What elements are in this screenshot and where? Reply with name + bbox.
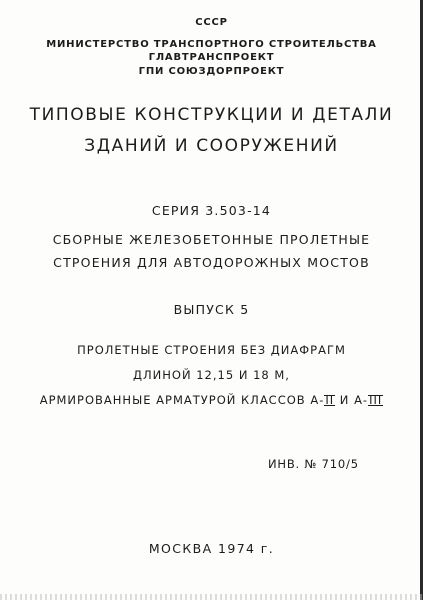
footer-city-year: МОСКВА 1974 г. (148, 541, 275, 556)
title-line-2: ЗДАНИЙ И СООРУЖЕНИЙ (84, 136, 339, 156)
series-title-line-2: СТРОЕНИЯ ДЛЯ АВТОДОРОЖНЫХ МОСТОВ (53, 255, 370, 270)
title-line-1: ТИПОВЫЕ КОНСТРУКЦИИ И ДЕТАЛИ (29, 105, 394, 125)
issue-title-line-1: ПРОЛЕТНЫЕ СТРОЕНИЯ БЕЗ ДИАФРАГМ (77, 343, 346, 357)
series-number: СЕРИЯ 3.503-14 (151, 203, 272, 218)
issue-title-line-2: ДЛИНОЙ 12,15 И 18 М, (133, 368, 290, 382)
header-department: ГЛАВТРАНСПРОЕКТ (148, 52, 275, 63)
header-ministry: МИНИСТЕРСТВО ТРАНСПОРТНОГО СТРОИТЕЛЬСТВА (46, 39, 377, 50)
page-edge-bottom (0, 594, 423, 600)
issue-line-3-prefix: АРМИРОВАННЫЕ АРМАТУРОЙ КЛАССОВ А- (39, 393, 325, 407)
header-institute: ГПИ СОЮЗДОРПРОЕКТ (138, 66, 285, 77)
issue-line-3-conjunction: И А- (335, 393, 369, 407)
inventory-number: ИНВ. № 710/5 (268, 457, 359, 471)
issue-title-line-3 (0, 395, 423, 407)
header-country: СССР (195, 17, 228, 28)
rebar-class-3: III (369, 393, 383, 407)
issue-label: ВЫПУСК 5 (173, 302, 250, 317)
series-title-line-1: СБОРНЫЕ ЖЕЛЕЗОБЕТОННЫЕ ПРОЛЕТНЫЕ (52, 232, 371, 247)
rebar-class-2: II (325, 393, 335, 407)
